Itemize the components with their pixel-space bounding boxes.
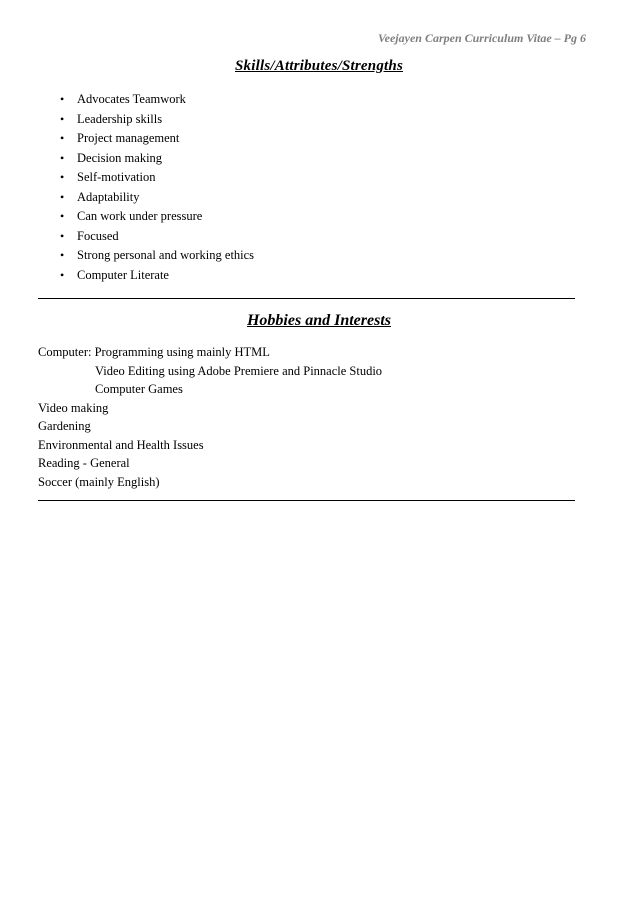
computer-label: Computer: [38,345,95,359]
bullet-icon: • [60,267,65,282]
section-divider [38,298,575,299]
hobby-text: Video Editing using Adobe Premiere and Pinnacle Studio [95,363,383,378]
list-item [38,362,382,381]
list-item [0,227,254,247]
list-item [38,417,382,436]
list-item [0,207,254,227]
list-item [0,246,254,266]
list-item [0,90,254,110]
skill-text: Advocates Teamwork [77,92,186,106]
list-item [0,110,254,130]
list-item [38,473,382,492]
hobby-text: Soccer (mainly English) [38,474,160,489]
list-item [0,149,254,169]
list-item [38,399,382,418]
list-item [38,380,382,399]
hobby-text: Reading - General [38,456,130,470]
hobbies-list [38,343,382,491]
bullet-icon: • [60,170,65,184]
running-header: Veejayen Carpen Curriculum Vitae – Pg 6 [377,31,586,45]
skill-text: Leadership skills [77,111,163,126]
hobby-text: Computer Games [95,382,183,396]
bullet-icon: • [60,209,65,223]
hobby-text: Environmental and Health Issues [38,437,204,452]
skill-text: Computer Literate [77,267,169,282]
hobby-text: Gardening [38,419,91,433]
skill-text: Adaptability [77,189,140,204]
list-item [38,343,382,362]
list-item [0,188,254,208]
skills-list [0,90,254,285]
hobby-text: Video making [38,400,109,415]
hobbies-section-title: Hobbies and Interests [246,312,391,329]
skill-text: Decision making [77,150,163,165]
list-item [0,168,254,188]
skills-section-title: Skills/Attributes/Strengths [235,58,403,74]
bullet-icon: • [60,150,65,165]
skill-text: Focused [77,228,119,243]
list-item [0,129,254,149]
skill-text: Project management [77,131,180,145]
list-item [0,266,254,286]
bullet-icon: • [60,228,65,243]
bullet-icon: • [60,92,65,106]
list-item [38,454,382,473]
section-divider [38,500,575,501]
bullet-icon: • [60,189,65,204]
skill-text: Self-motivation [77,170,156,184]
bullet-icon: • [60,131,65,145]
skill-text: Can work under pressure [77,209,203,223]
list-item [38,436,382,455]
skill-text: Strong personal and working ethics [77,248,255,262]
hobby-text: Programming using mainly HTML [94,345,270,359]
bullet-icon: • [60,111,65,126]
bullet-icon: • [60,248,65,262]
